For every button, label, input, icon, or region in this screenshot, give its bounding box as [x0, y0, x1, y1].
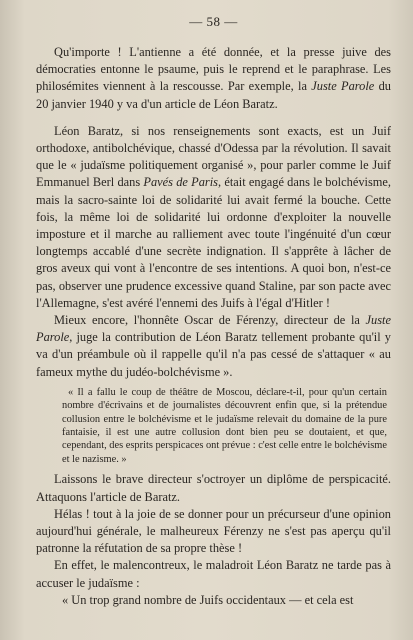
paragraph-2: Léon Baratz, si nos renseignements sont exacts, est un Juif orthodoxe, antibolchévique, chassé d'Odessa par la révolution. Il savait que le « judaïsme politiquement organisé », pour parler comme le Juif Emmanuel Berl dans Pavés de Paris, était engagé dans le bolchévisme, mais la sacro-sainte loi de solidarité lui avait fermé la bouche. Cette fois, la même loi de solidarité lui ordonne d'exploiter la nouvelle imposture et il marche au ralliement avec toute l'ingénuité d'un cœur longtemps accablé d'une secrète indignation. Il s'apprête à lâcher de gros aveux qui vont à l'encontre de ses intentions. A quoi bon, n'est-ce pas, observer une prudence excessive quand Staline, par son pacte avec l'Allemagne, s'est avéré l'ennemi des Juifs à l'égal d'Hitler !	[36, 123, 392, 310]
paragraph-6: En effet, le malencontreux, le maladroit Léon Baratz ne tarde pas à accuser le judaïsme :	[36, 558, 391, 590]
paragraph-4: Laissons le brave directeur s'octroyer un diplôme de perspicacité. Attaquons l'article de Baratz.	[36, 472, 391, 504]
paragraph-3: Mieux encore, l'honnête Oscar de Férenzy, directeur de la Juste Parole, juge la contribution de Léon Baratz tellement probante qu'il y va d'un préambule où il rappelle qu'il n'a pas cessé de s'attaquer « au fameux mythe du judéo-bolchévisme ».	[36, 313, 391, 379]
paragraph-7: « Un trop grand nombre de Juifs occidentaux — et cela est	[62, 592, 354, 607]
paragraph-1: Qu'importe ! L'antienne a été donnée, et la presse juive des démocraties entonne le psaume, puis le reprend et le paraphrase. Les philosémites viennent à la rescousse. Par exemple, la Juste Parole du 20 janvier 1940 y va d'un article de Léon Baratz.	[36, 45, 391, 111]
block-quote: « Il a fallu le coup de théâtre de Moscou, déclare-t-il, pour qu'un certain nombre d'écrivains et de journalistes découvrent enfin que, si la prétendue collusion entre le bolchévisme et le judaïsme relevait du domaine de la pure fantaisie, il est une autre collusion dont bien peu se doutaient, et que, cependant, des esprits perspicaces ont prévue : c'est celle entre le bolchévisme et le nazisme. »	[62, 386, 388, 465]
page-number: — 58 —	[189, 14, 238, 29]
paragraph-5: Hélas ! tout à la joie de se donner pour un précurseur d'une opinion aujourd'hui générale, le malheureux Férenzy ne s'est pas aperçu qu'il patronne la réfutation de sa propre thèse !	[36, 506, 391, 556]
